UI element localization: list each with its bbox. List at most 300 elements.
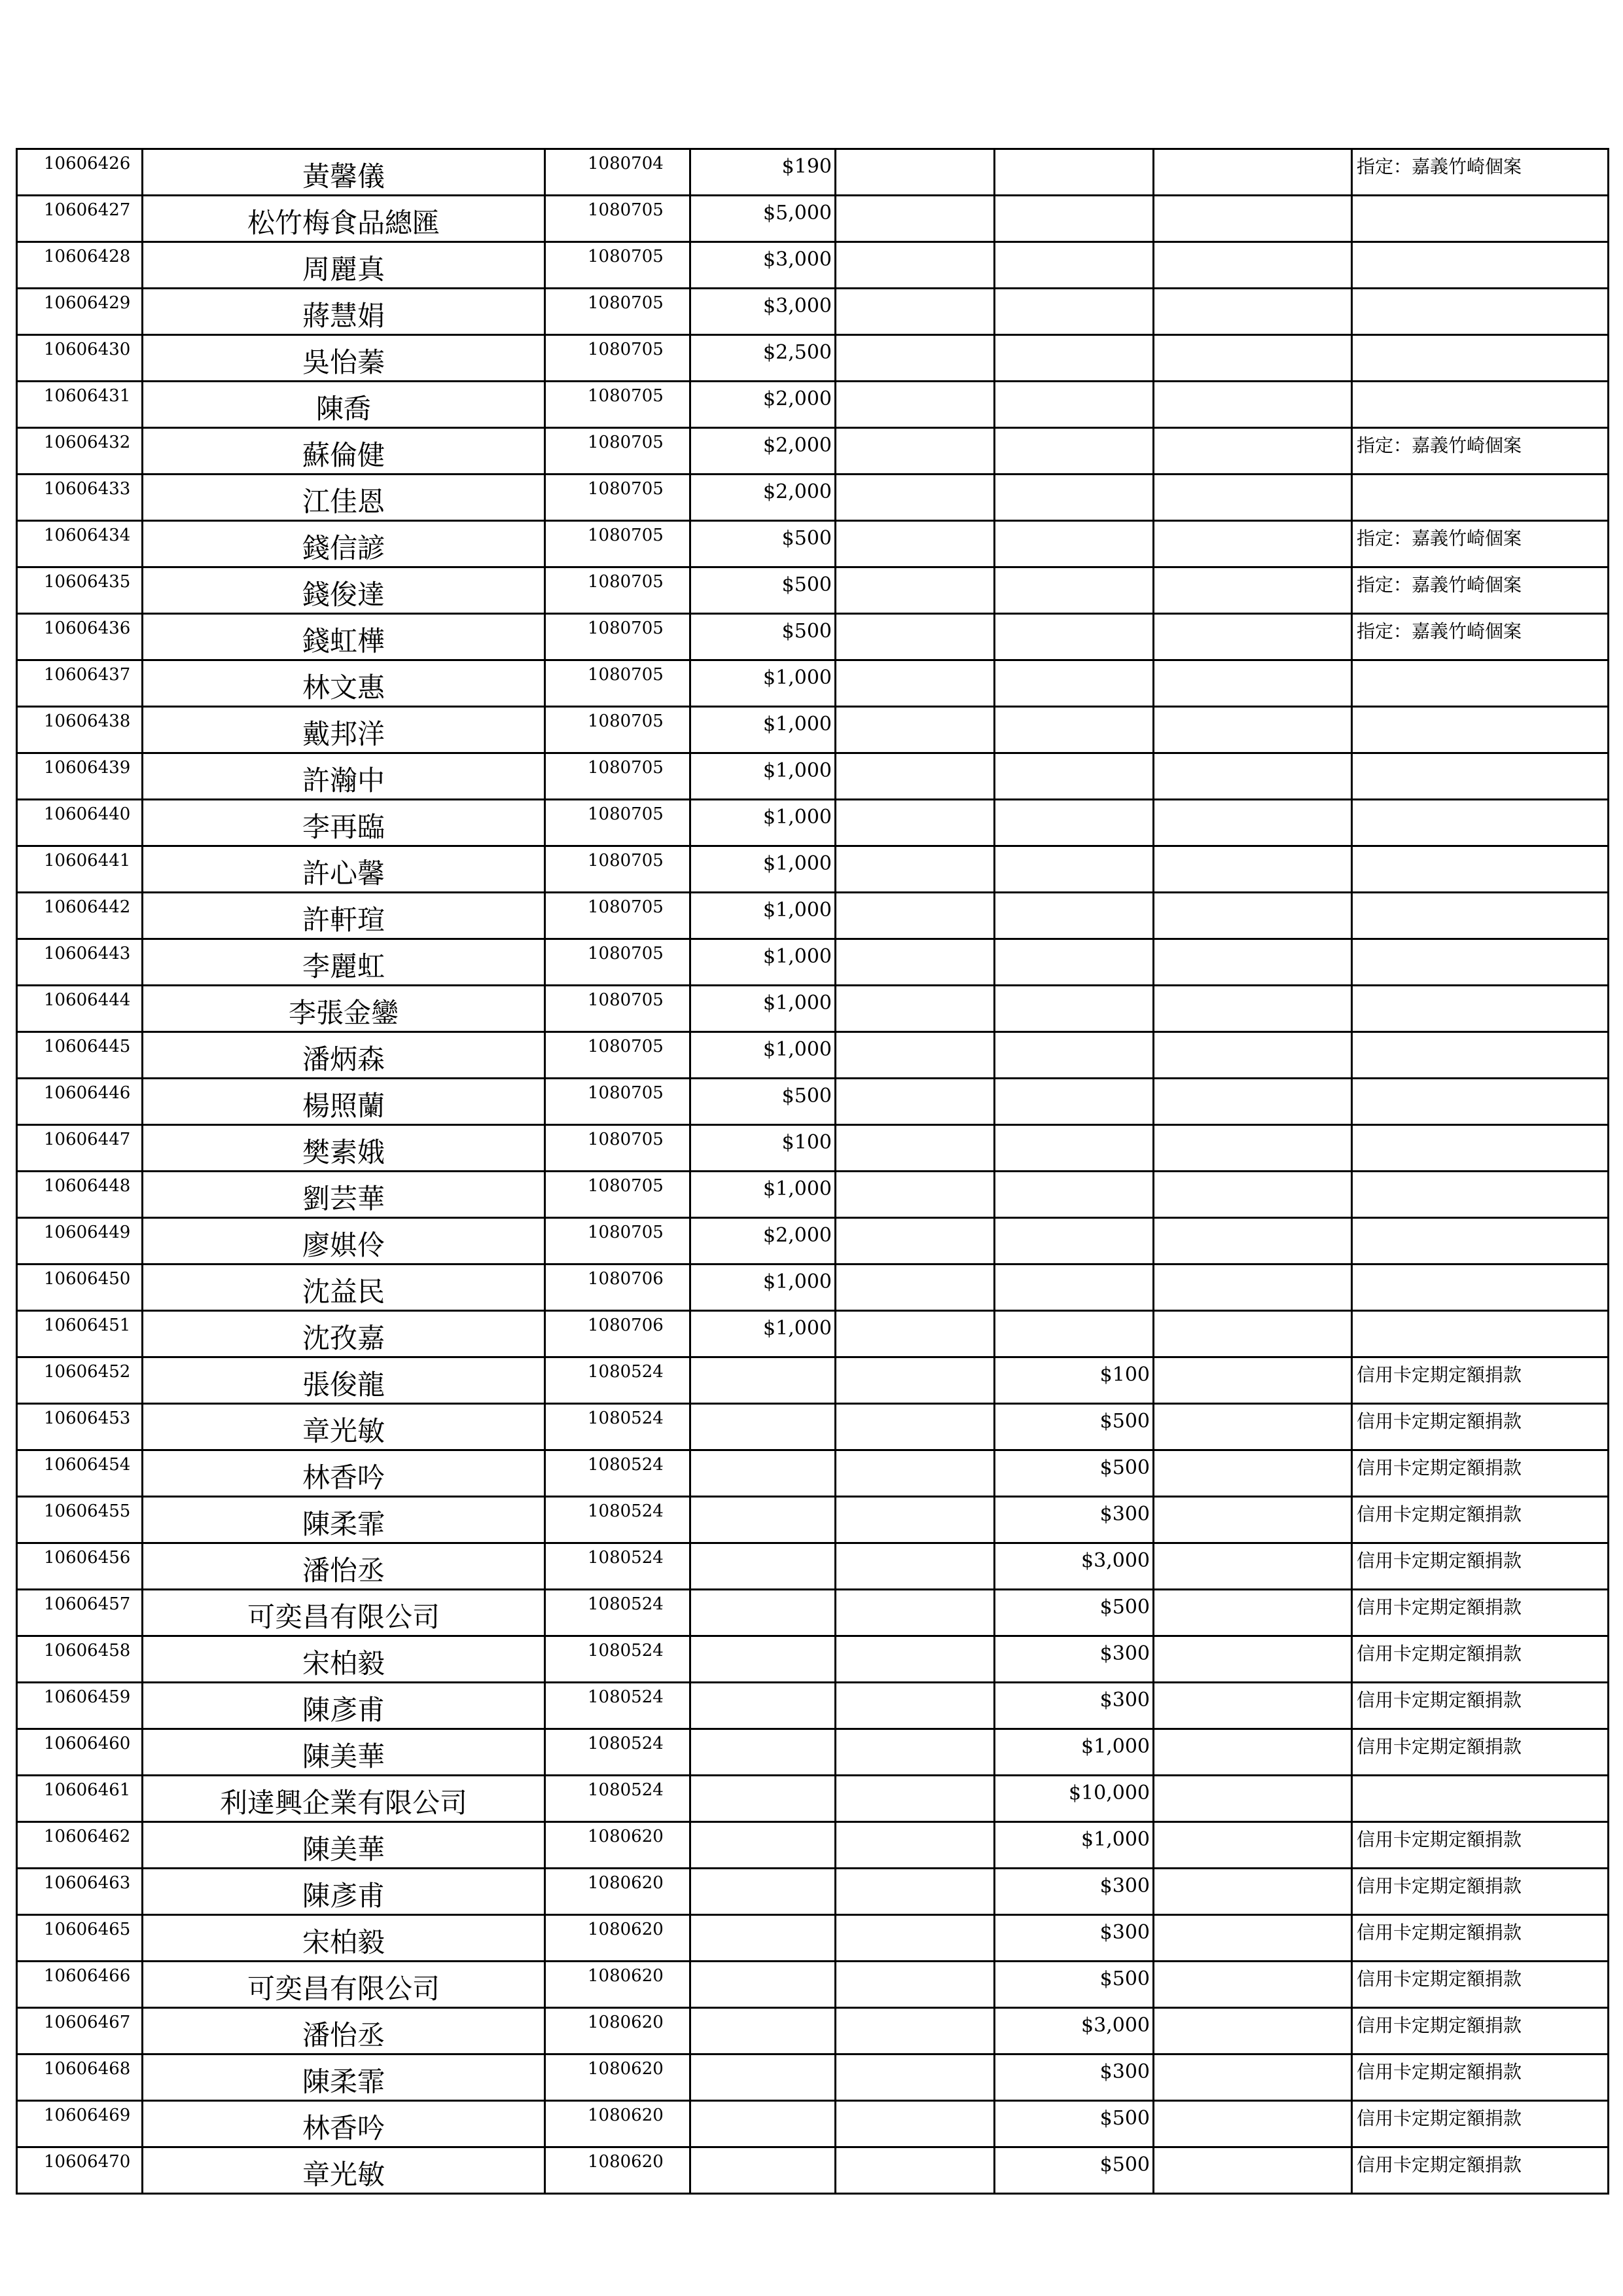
table-row <box>17 800 1609 846</box>
table-row <box>17 986 1609 1032</box>
amount-cell <box>690 1822 836 1869</box>
donor-name-cell: 林香吟 <box>143 1450 545 1497</box>
card-amount-cell <box>995 1265 1154 1311</box>
empty-cell <box>836 475 995 521</box>
empty-cell <box>1154 1636 1352 1683</box>
remark-cell: 指定：嘉義竹崎個案 <box>1352 567 1609 614</box>
amount-cell <box>690 1683 836 1729</box>
donation-date-cell: 1080705 <box>545 196 690 242</box>
amount-cell <box>690 2008 836 2054</box>
empty-cell <box>836 1079 995 1125</box>
empty-cell <box>836 893 995 939</box>
table-row <box>17 196 1609 242</box>
empty-cell <box>1154 335 1352 382</box>
donor-name-cell: 樊素娥 <box>143 1125 545 1172</box>
donor-name-cell: 陳美華 <box>143 1729 545 1776</box>
table-row <box>17 382 1609 428</box>
card-amount-cell <box>995 475 1154 521</box>
donation-date-cell: 1080705 <box>545 893 690 939</box>
donor-name-cell: 楊照蘭 <box>143 1079 545 1125</box>
remark-cell <box>1352 1265 1609 1311</box>
remark-cell: 指定：嘉義竹崎個案 <box>1352 149 1609 196</box>
table-row <box>17 614 1609 660</box>
amount-cell <box>690 2101 836 2147</box>
donation-date-cell: 1080705 <box>545 939 690 986</box>
remark-cell <box>1352 335 1609 382</box>
receipt-number-cell: 10606440 <box>17 800 143 846</box>
donation-date-cell: 1080524 <box>545 1543 690 1590</box>
receipt-number-cell: 10606434 <box>17 521 143 567</box>
remark-cell: 信用卡定期定額捐款 <box>1352 1497 1609 1543</box>
donor-name-cell: 許瀚中 <box>143 753 545 800</box>
empty-cell <box>836 2008 995 2054</box>
table-row <box>17 1032 1609 1079</box>
card-amount-cell: $100 <box>995 1357 1154 1404</box>
receipt-number-cell: 10606443 <box>17 939 143 986</box>
amount-cell <box>690 2054 836 2101</box>
donation-date-cell: 1080705 <box>545 242 690 289</box>
table-row <box>17 567 1609 614</box>
remark-cell: 信用卡定期定額捐款 <box>1352 1962 1609 2008</box>
amount-cell: $1,000 <box>690 1311 836 1357</box>
empty-cell <box>1154 1962 1352 2008</box>
amount-cell: $3,000 <box>690 289 836 335</box>
donation-date-cell: 1080620 <box>545 2008 690 2054</box>
card-amount-cell <box>995 149 1154 196</box>
remark-cell: 信用卡定期定額捐款 <box>1352 2101 1609 2147</box>
remark-cell <box>1352 1079 1609 1125</box>
donor-name-cell: 廖娸伶 <box>143 1218 545 1265</box>
empty-cell <box>836 1636 995 1683</box>
empty-cell <box>836 149 995 196</box>
donation-date-cell: 1080524 <box>545 1776 690 1822</box>
empty-cell <box>1154 1265 1352 1311</box>
empty-cell <box>1154 1729 1352 1776</box>
table-row <box>17 1125 1609 1172</box>
table-row <box>17 753 1609 800</box>
donation-date-cell: 1080705 <box>545 614 690 660</box>
amount-cell <box>690 1404 836 1450</box>
empty-cell <box>836 1915 995 1962</box>
remark-cell <box>1352 1776 1609 1822</box>
amount-cell: $2,500 <box>690 335 836 382</box>
card-amount-cell: $1,000 <box>995 1729 1154 1776</box>
receipt-number-cell: 10606467 <box>17 2008 143 2054</box>
amount-cell: $1,000 <box>690 753 836 800</box>
donor-name-cell: 宋柏毅 <box>143 1636 545 1683</box>
donation-date-cell: 1080620 <box>545 2147 690 2194</box>
receipt-number-cell: 10606458 <box>17 1636 143 1683</box>
amount-cell <box>690 1497 836 1543</box>
remark-cell: 信用卡定期定額捐款 <box>1352 1869 1609 1915</box>
remark-cell <box>1352 846 1609 893</box>
empty-cell <box>836 846 995 893</box>
empty-cell <box>1154 1172 1352 1218</box>
amount-cell: $1,000 <box>690 893 836 939</box>
donor-name-cell: 潘怡丞 <box>143 2008 545 2054</box>
card-amount-cell <box>995 382 1154 428</box>
empty-cell <box>836 1404 995 1450</box>
donor-name-cell: 沈益民 <box>143 1265 545 1311</box>
donor-name-cell: 錢信諺 <box>143 521 545 567</box>
empty-cell <box>1154 1543 1352 1590</box>
empty-cell <box>836 1450 995 1497</box>
table-row <box>17 521 1609 567</box>
donor-name-cell: 劉芸華 <box>143 1172 545 1218</box>
table-row <box>17 1172 1609 1218</box>
receipt-number-cell: 10606453 <box>17 1404 143 1450</box>
receipt-number-cell: 10606461 <box>17 1776 143 1822</box>
donor-name-cell: 松竹梅食品總匯 <box>143 196 545 242</box>
empty-cell <box>1154 800 1352 846</box>
table-row <box>17 1636 1609 1683</box>
donation-date-cell: 1080524 <box>545 1729 690 1776</box>
ledger-body <box>17 149 1609 2194</box>
donation-date-cell: 1080705 <box>545 800 690 846</box>
amount-cell <box>690 1729 836 1776</box>
remark-cell: 信用卡定期定額捐款 <box>1352 1357 1609 1404</box>
empty-cell <box>836 1776 995 1822</box>
donation-date-cell: 1080705 <box>545 707 690 753</box>
donor-name-cell: 林文惠 <box>143 660 545 707</box>
table-row <box>17 1590 1609 1636</box>
donor-name-cell: 沈孜嘉 <box>143 1311 545 1357</box>
donor-name-cell: 宋柏毅 <box>143 1915 545 1962</box>
table-row <box>17 1822 1609 1869</box>
empty-cell <box>836 2101 995 2147</box>
donor-name-cell: 陳彥甫 <box>143 1869 545 1915</box>
donation-date-cell: 1080620 <box>545 1915 690 1962</box>
remark-cell: 信用卡定期定額捐款 <box>1352 2054 1609 2101</box>
receipt-number-cell: 10606462 <box>17 1822 143 1869</box>
empty-cell <box>836 1729 995 1776</box>
donor-name-cell: 林香吟 <box>143 2101 545 2147</box>
receipt-number-cell: 10606468 <box>17 2054 143 2101</box>
empty-cell <box>836 707 995 753</box>
remark-cell <box>1352 707 1609 753</box>
amount-cell: $2,000 <box>690 475 836 521</box>
empty-cell <box>836 567 995 614</box>
amount-cell: $2,000 <box>690 1218 836 1265</box>
card-amount-cell: $500 <box>995 1450 1154 1497</box>
amount-cell: $5,000 <box>690 196 836 242</box>
donor-name-cell: 陳柔霏 <box>143 2054 545 2101</box>
empty-cell <box>836 1869 995 1915</box>
donation-date-cell: 1080705 <box>545 753 690 800</box>
table-row <box>17 1497 1609 1543</box>
table-row <box>17 2008 1609 2054</box>
remark-cell <box>1352 660 1609 707</box>
amount-cell: $3,000 <box>690 242 836 289</box>
card-amount-cell: $500 <box>995 1962 1154 2008</box>
empty-cell <box>836 1125 995 1172</box>
table-row <box>17 335 1609 382</box>
donation-date-cell: 1080524 <box>545 1450 690 1497</box>
card-amount-cell: $500 <box>995 1590 1154 1636</box>
empty-cell <box>836 660 995 707</box>
empty-cell <box>836 986 995 1032</box>
donor-name-cell: 潘炳森 <box>143 1032 545 1079</box>
table-row <box>17 846 1609 893</box>
card-amount-cell: $1,000 <box>995 1822 1154 1869</box>
empty-cell <box>1154 149 1352 196</box>
card-amount-cell <box>995 707 1154 753</box>
card-amount-cell: $300 <box>995 1497 1154 1543</box>
card-amount-cell: $300 <box>995 2054 1154 2101</box>
card-amount-cell <box>995 660 1154 707</box>
card-amount-cell: $10,000 <box>995 1776 1154 1822</box>
empty-cell <box>836 1357 995 1404</box>
empty-cell <box>1154 1357 1352 1404</box>
receipt-number-cell: 10606449 <box>17 1218 143 1265</box>
table-row <box>17 2054 1609 2101</box>
receipt-number-cell: 10606432 <box>17 428 143 475</box>
empty-cell <box>836 800 995 846</box>
remark-cell: 信用卡定期定額捐款 <box>1352 2008 1609 2054</box>
donor-name-cell: 蘇倫健 <box>143 428 545 475</box>
donation-date-cell: 1080705 <box>545 289 690 335</box>
donor-name-cell: 錢俊達 <box>143 567 545 614</box>
receipt-number-cell: 10606426 <box>17 149 143 196</box>
receipt-number-cell: 10606450 <box>17 1265 143 1311</box>
empty-cell <box>1154 707 1352 753</box>
card-amount-cell <box>995 196 1154 242</box>
receipt-number-cell: 10606463 <box>17 1869 143 1915</box>
amount-cell: $1,000 <box>690 1265 836 1311</box>
remark-cell <box>1352 1125 1609 1172</box>
table-row <box>17 2101 1609 2147</box>
donor-name-cell: 戴邦洋 <box>143 707 545 753</box>
card-amount-cell <box>995 521 1154 567</box>
donor-name-cell: 李張金鑾 <box>143 986 545 1032</box>
table-row <box>17 939 1609 986</box>
amount-cell: $2,000 <box>690 382 836 428</box>
card-amount-cell <box>995 893 1154 939</box>
empty-cell <box>836 1683 995 1729</box>
card-amount-cell <box>995 986 1154 1032</box>
empty-cell <box>1154 1915 1352 1962</box>
amount-cell <box>690 1357 836 1404</box>
table-row <box>17 707 1609 753</box>
table-row <box>17 1218 1609 1265</box>
table-row <box>17 1265 1609 1311</box>
remark-cell: 指定：嘉義竹崎個案 <box>1352 428 1609 475</box>
receipt-number-cell: 10606448 <box>17 1172 143 1218</box>
receipt-number-cell: 10606439 <box>17 753 143 800</box>
empty-cell <box>836 382 995 428</box>
table-row <box>17 1543 1609 1590</box>
amount-cell: $500 <box>690 567 836 614</box>
table-row <box>17 1450 1609 1497</box>
donation-date-cell: 1080524 <box>545 1683 690 1729</box>
empty-cell <box>836 1590 995 1636</box>
amount-cell <box>690 2147 836 2194</box>
card-amount-cell <box>995 939 1154 986</box>
remark-cell: 指定：嘉義竹崎個案 <box>1352 521 1609 567</box>
card-amount-cell <box>995 1218 1154 1265</box>
donor-name-cell: 李麗虹 <box>143 939 545 986</box>
amount-cell: $190 <box>690 149 836 196</box>
receipt-number-cell: 10606427 <box>17 196 143 242</box>
remark-cell <box>1352 1032 1609 1079</box>
donor-name-cell: 陳彥甫 <box>143 1683 545 1729</box>
remark-cell <box>1352 939 1609 986</box>
empty-cell <box>1154 2054 1352 2101</box>
donation-date-cell: 1080620 <box>545 1822 690 1869</box>
donation-ledger-table <box>16 148 1609 2195</box>
donation-date-cell: 1080705 <box>545 1032 690 1079</box>
receipt-number-cell: 10606454 <box>17 1450 143 1497</box>
empty-cell <box>1154 1450 1352 1497</box>
amount-cell <box>690 1776 836 1822</box>
remark-cell: 信用卡定期定額捐款 <box>1352 1822 1609 1869</box>
empty-cell <box>836 196 995 242</box>
empty-cell <box>836 428 995 475</box>
donation-date-cell: 1080620 <box>545 2101 690 2147</box>
donor-name-cell: 錢虹樺 <box>143 614 545 660</box>
donor-name-cell: 江佳恩 <box>143 475 545 521</box>
donation-date-cell: 1080705 <box>545 660 690 707</box>
donation-date-cell: 1080705 <box>545 1172 690 1218</box>
empty-cell <box>1154 289 1352 335</box>
receipt-number-cell: 10606430 <box>17 335 143 382</box>
amount-cell: $500 <box>690 1079 836 1125</box>
donor-name-cell: 張俊龍 <box>143 1357 545 1404</box>
table-row <box>17 475 1609 521</box>
empty-cell <box>1154 1822 1352 1869</box>
amount-cell <box>690 1543 836 1590</box>
receipt-number-cell: 10606441 <box>17 846 143 893</box>
empty-cell <box>836 1822 995 1869</box>
empty-cell <box>1154 242 1352 289</box>
receipt-number-cell: 10606438 <box>17 707 143 753</box>
card-amount-cell <box>995 753 1154 800</box>
remark-cell <box>1352 1311 1609 1357</box>
table-row <box>17 149 1609 196</box>
empty-cell <box>836 614 995 660</box>
card-amount-cell: $500 <box>995 2147 1154 2194</box>
receipt-number-cell: 10606459 <box>17 1683 143 1729</box>
receipt-number-cell: 10606460 <box>17 1729 143 1776</box>
donor-name-cell: 李再臨 <box>143 800 545 846</box>
remark-cell <box>1352 1172 1609 1218</box>
receipt-number-cell: 10606457 <box>17 1590 143 1636</box>
empty-cell <box>1154 1218 1352 1265</box>
empty-cell <box>836 242 995 289</box>
amount-cell: $1,000 <box>690 846 836 893</box>
card-amount-cell: $500 <box>995 1404 1154 1450</box>
card-amount-cell: $300 <box>995 1869 1154 1915</box>
donation-date-cell: 1080524 <box>545 1636 690 1683</box>
donation-date-cell: 1080524 <box>545 1497 690 1543</box>
table-row <box>17 1776 1609 1822</box>
empty-cell <box>1154 2008 1352 2054</box>
donor-name-cell: 陳美華 <box>143 1822 545 1869</box>
empty-cell <box>836 1218 995 1265</box>
table-row <box>17 1915 1609 1962</box>
empty-cell <box>836 521 995 567</box>
empty-cell <box>836 1543 995 1590</box>
donor-name-cell: 可奕昌有限公司 <box>143 1962 545 2008</box>
remark-cell: 信用卡定期定額捐款 <box>1352 1543 1609 1590</box>
table-row <box>17 1404 1609 1450</box>
receipt-number-cell: 10606469 <box>17 2101 143 2147</box>
donor-name-cell: 可奕昌有限公司 <box>143 1590 545 1636</box>
donor-name-cell: 蔣慧娟 <box>143 289 545 335</box>
remark-cell <box>1352 289 1609 335</box>
donation-date-cell: 1080705 <box>545 382 690 428</box>
card-amount-cell <box>995 1032 1154 1079</box>
empty-cell <box>836 2054 995 2101</box>
empty-cell <box>836 335 995 382</box>
donation-date-cell: 1080705 <box>545 428 690 475</box>
card-amount-cell <box>995 428 1154 475</box>
donor-name-cell: 陳喬 <box>143 382 545 428</box>
empty-cell <box>1154 939 1352 986</box>
amount-cell: $500 <box>690 614 836 660</box>
remark-cell: 信用卡定期定額捐款 <box>1352 1683 1609 1729</box>
card-amount-cell <box>995 1172 1154 1218</box>
empty-cell <box>1154 1032 1352 1079</box>
remark-cell: 信用卡定期定額捐款 <box>1352 1404 1609 1450</box>
remark-cell <box>1352 475 1609 521</box>
empty-cell <box>1154 1869 1352 1915</box>
empty-cell <box>1154 1404 1352 1450</box>
empty-cell <box>1154 567 1352 614</box>
empty-cell <box>1154 382 1352 428</box>
table-row <box>17 1311 1609 1357</box>
card-amount-cell <box>995 242 1154 289</box>
empty-cell <box>1154 2147 1352 2194</box>
donor-name-cell: 吳怡蓁 <box>143 335 545 382</box>
receipt-number-cell: 10606435 <box>17 567 143 614</box>
amount-cell <box>690 1636 836 1683</box>
card-amount-cell <box>995 846 1154 893</box>
empty-cell <box>836 939 995 986</box>
donation-date-cell: 1080705 <box>545 567 690 614</box>
remark-cell: 信用卡定期定額捐款 <box>1352 1729 1609 1776</box>
empty-cell <box>836 1172 995 1218</box>
amount-cell <box>690 1590 836 1636</box>
donor-name-cell: 黃馨儀 <box>143 149 545 196</box>
remark-cell <box>1352 986 1609 1032</box>
card-amount-cell: $300 <box>995 1915 1154 1962</box>
table-row <box>17 428 1609 475</box>
donation-date-cell: 1080706 <box>545 1311 690 1357</box>
amount-cell <box>690 1962 836 2008</box>
empty-cell <box>1154 1497 1352 1543</box>
receipt-number-cell: 10606437 <box>17 660 143 707</box>
receipt-number-cell: 10606446 <box>17 1079 143 1125</box>
donation-date-cell: 1080705 <box>545 1125 690 1172</box>
remark-cell <box>1352 893 1609 939</box>
receipt-number-cell: 10606444 <box>17 986 143 1032</box>
card-amount-cell <box>995 1311 1154 1357</box>
card-amount-cell: $3,000 <box>995 2008 1154 2054</box>
receipt-number-cell: 10606447 <box>17 1125 143 1172</box>
table-row <box>17 1079 1609 1125</box>
empty-cell <box>1154 1311 1352 1357</box>
empty-cell <box>836 2147 995 2194</box>
amount-cell: $2,000 <box>690 428 836 475</box>
donor-name-cell: 利達興企業有限公司 <box>143 1776 545 1822</box>
empty-cell <box>1154 846 1352 893</box>
empty-cell <box>836 1497 995 1543</box>
empty-cell <box>1154 893 1352 939</box>
receipt-number-cell: 10606428 <box>17 242 143 289</box>
card-amount-cell <box>995 335 1154 382</box>
receipt-number-cell: 10606465 <box>17 1915 143 1962</box>
